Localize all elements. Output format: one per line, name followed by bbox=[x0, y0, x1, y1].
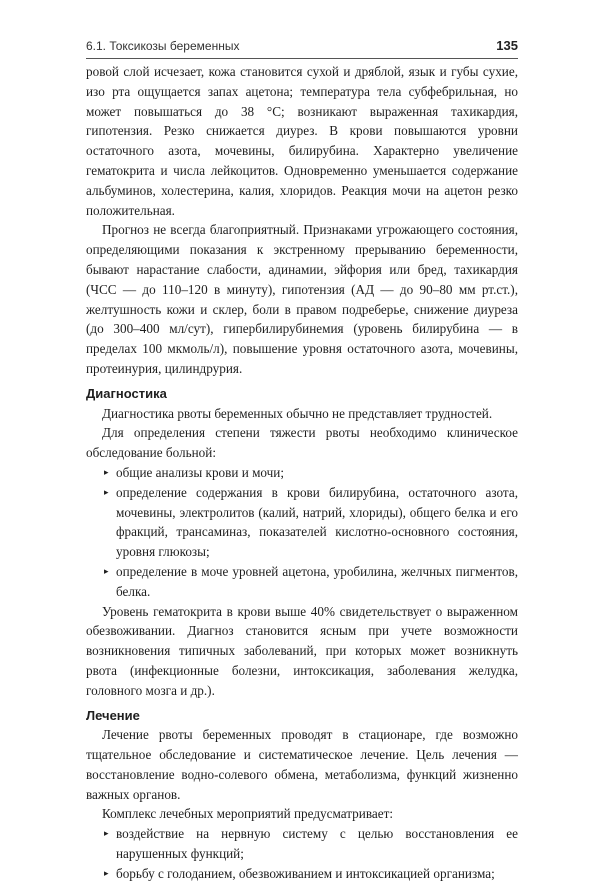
paragraph: Для определения степени тяжести рвоты необходимо клиническое обследование больной: bbox=[86, 425, 518, 461]
running-title: 6.1. Токсикозы беременных bbox=[86, 39, 240, 53]
paragraph: Лечение рвоты беременных проводят в стационаре, где возможно тщательное обследование и систематическое лечение. Цель лечения — восстановление водно-солевого обмена, метаболизма, функций жизненно важных органов. bbox=[86, 727, 518, 802]
triangle-bullet-icon: ▸ bbox=[104, 466, 109, 477]
list-item bbox=[86, 463, 518, 483]
list-item-text: борьбу с голоданием, обезвоживанием и интоксикацией организма; bbox=[116, 865, 495, 881]
paragraph: ровой слой исчезает, кожа становится сухой и дряблой, язык и губы сухие, изо рта ощущается запах ацетона; температура тела субфебрильная, но может повышаться до 38 °С; возникают выраженная тахикардия, гипотензия. Резко снижается диурез. В крови повышаются уровни остаточного азота, мочевины, билирубина. Характерно увеличение гематокрита и числа лейкоцитов. Одновременно уменьшается содержание альбуминов, холестерина, калия, хлоридов. Реакция мочи на ацетон резко положительная. bbox=[86, 64, 518, 218]
list-item-text: воздействие на нервную систему с целью восстановления ее нарушенных функций; bbox=[116, 826, 518, 862]
paragraph: Комплекс лечебных мероприятий предусматривает: bbox=[102, 806, 394, 822]
treatment-list bbox=[86, 824, 518, 883]
list-item-text: определение содержания в крови билирубина, остаточного азота, мочевины, электролитов (калий, натрий, хлориды), общего белка и его фракций, трансаминаз, показателей кислотно-основного состояния, уровня глюкозы; bbox=[116, 484, 518, 560]
triangle-bullet-icon: ▸ bbox=[104, 867, 109, 878]
triangle-bullet-icon: ▸ bbox=[104, 486, 109, 497]
list-item bbox=[86, 824, 518, 864]
list-item-text: общие анализы крови и мочи; bbox=[116, 464, 285, 480]
paragraph: Прогноз не всегда благоприятный. Признаками угрожающего состояния, определяющими показания к экстренному прерыванию беременности, бывают нарастание слабости, адинамии, эйфория или бред, тахикардия (ЧСС — до 110–120 в минуту), гипотензия (АД — до 90–80 мм рт.ст.), желтушность кожи и склер, боли в правом подреберье, снижение диуреза (до 300–400 мл/сут), гипербилирубинемия (уровень билирубина — в пределах 100 мкмоль/л), повышение уровня остаточного азота, мочевины, протеинурия, цилиндрурия. bbox=[86, 222, 518, 376]
main-text bbox=[86, 62, 518, 884]
page-number: 135 bbox=[496, 38, 518, 53]
list-item bbox=[86, 864, 518, 884]
list-item bbox=[86, 483, 518, 562]
list-item-text: определение в моче уровней ацетона, уробилина, желчных пигментов, белка. bbox=[116, 563, 518, 599]
list-item bbox=[86, 562, 518, 602]
triangle-bullet-icon: ▸ bbox=[104, 565, 109, 576]
triangle-bullet-icon: ▸ bbox=[104, 828, 109, 839]
running-header bbox=[86, 38, 518, 59]
diagnostics-list bbox=[86, 463, 518, 602]
paragraph: Диагностика рвоты беременных обычно не представляет трудностей. bbox=[102, 405, 493, 421]
paragraph: Уровень гематокрита в крови выше 40% свидетельствует о выраженном обезвоживании. Диагноз становится ясным при учете возможности возникновения типичных заболеваний, при которых может возникнуть рвота (инфекционные болезни, интоксикация, заболевания желудка, головного мозга и др.). bbox=[86, 603, 518, 698]
section-heading-diagnostics: Диагностика bbox=[86, 385, 167, 401]
section-heading-treatment: Лечение bbox=[86, 707, 140, 723]
